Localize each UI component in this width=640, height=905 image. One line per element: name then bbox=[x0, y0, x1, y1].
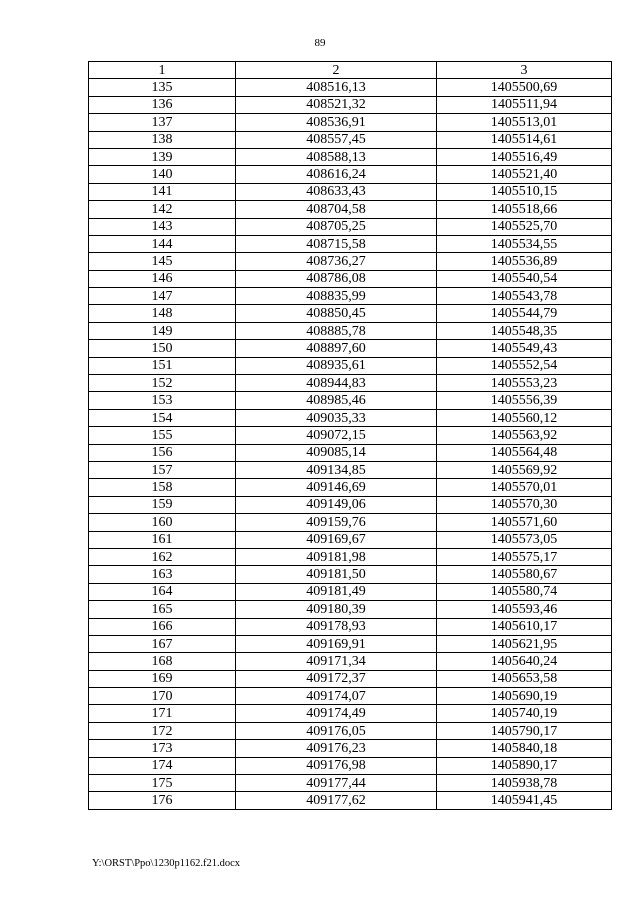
table-row bbox=[89, 183, 612, 200]
coordinate-y-cell: 1405525,70 bbox=[437, 218, 612, 235]
table-row bbox=[89, 601, 612, 618]
table-body bbox=[89, 79, 612, 809]
coordinate-x-cell: 409176,98 bbox=[236, 757, 437, 774]
coordinate-y-cell: 1405575,17 bbox=[437, 548, 612, 565]
point-number-cell: 173 bbox=[89, 740, 236, 757]
point-number-cell: 169 bbox=[89, 670, 236, 687]
coordinate-x-cell: 408588,13 bbox=[236, 148, 437, 165]
table-row bbox=[89, 253, 612, 270]
point-number-cell: 167 bbox=[89, 635, 236, 652]
coordinate-y-cell: 1405653,58 bbox=[437, 670, 612, 687]
coordinate-y-cell: 1405938,78 bbox=[437, 775, 612, 792]
coordinate-y-cell: 1405740,19 bbox=[437, 705, 612, 722]
table-row bbox=[89, 722, 612, 739]
table-row bbox=[89, 218, 612, 235]
table-row bbox=[89, 705, 612, 722]
coordinate-y-cell: 1405941,45 bbox=[437, 792, 612, 809]
coordinate-y-cell: 1405534,55 bbox=[437, 235, 612, 252]
coordinate-x-cell: 409176,23 bbox=[236, 740, 437, 757]
point-number-cell: 176 bbox=[89, 792, 236, 809]
table-row bbox=[89, 496, 612, 513]
coordinate-x-cell: 408736,27 bbox=[236, 253, 437, 270]
point-number-cell: 174 bbox=[89, 757, 236, 774]
coordinate-x-cell: 408850,45 bbox=[236, 305, 437, 322]
coordinate-y-cell: 1405564,48 bbox=[437, 444, 612, 461]
point-number-cell: 172 bbox=[89, 722, 236, 739]
point-number-cell: 160 bbox=[89, 514, 236, 531]
coordinate-x-cell: 409181,50 bbox=[236, 566, 437, 583]
table-row bbox=[89, 96, 612, 113]
coordinate-x-cell: 409177,62 bbox=[236, 792, 437, 809]
point-number-cell: 163 bbox=[89, 566, 236, 583]
point-number-cell: 149 bbox=[89, 322, 236, 339]
coordinate-x-cell: 409181,49 bbox=[236, 583, 437, 600]
point-number-cell: 166 bbox=[89, 618, 236, 635]
coordinate-y-cell: 1405510,15 bbox=[437, 183, 612, 200]
table-row bbox=[89, 653, 612, 670]
coordinate-y-cell: 1405563,92 bbox=[437, 427, 612, 444]
table-row bbox=[89, 79, 612, 96]
coordinate-y-cell: 1405580,67 bbox=[437, 566, 612, 583]
point-number-cell: 138 bbox=[89, 131, 236, 148]
coordinate-x-cell: 409169,91 bbox=[236, 635, 437, 652]
column-header-1: 1 bbox=[89, 62, 236, 79]
coordinate-x-cell: 409174,07 bbox=[236, 688, 437, 705]
point-number-cell: 150 bbox=[89, 340, 236, 357]
table-row bbox=[89, 583, 612, 600]
coordinate-x-cell: 408616,24 bbox=[236, 166, 437, 183]
table-row bbox=[89, 670, 612, 687]
coordinate-x-cell: 408521,32 bbox=[236, 96, 437, 113]
point-number-cell: 144 bbox=[89, 235, 236, 252]
coordinate-x-cell: 409146,69 bbox=[236, 479, 437, 496]
table-row bbox=[89, 548, 612, 565]
table-row bbox=[89, 148, 612, 165]
coordinate-y-cell: 1405690,19 bbox=[437, 688, 612, 705]
coordinate-y-cell: 1405790,17 bbox=[437, 722, 612, 739]
point-number-cell: 137 bbox=[89, 114, 236, 131]
coordinate-x-cell: 409149,06 bbox=[236, 496, 437, 513]
coordinate-y-cell: 1405571,60 bbox=[437, 514, 612, 531]
coordinate-y-cell: 1405548,35 bbox=[437, 322, 612, 339]
table-row bbox=[89, 409, 612, 426]
coordinate-y-cell: 1405560,12 bbox=[437, 409, 612, 426]
coordinate-x-cell: 409171,34 bbox=[236, 653, 437, 670]
table-row bbox=[89, 618, 612, 635]
coordinate-x-cell: 408715,58 bbox=[236, 235, 437, 252]
coordinate-x-cell: 408633,43 bbox=[236, 183, 437, 200]
coordinate-y-cell: 1405570,30 bbox=[437, 496, 612, 513]
coordinate-y-cell: 1405840,18 bbox=[437, 740, 612, 757]
page-number: 89 bbox=[314, 37, 326, 49]
table-row bbox=[89, 166, 612, 183]
table-header-row bbox=[89, 62, 612, 79]
table-row bbox=[89, 688, 612, 705]
coordinate-x-cell: 409176,05 bbox=[236, 722, 437, 739]
table-row bbox=[89, 635, 612, 652]
point-number-cell: 141 bbox=[89, 183, 236, 200]
point-number-cell: 156 bbox=[89, 444, 236, 461]
point-number-cell: 155 bbox=[89, 427, 236, 444]
coordinate-x-cell: 409174,49 bbox=[236, 705, 437, 722]
coordinate-x-cell: 408557,45 bbox=[236, 131, 437, 148]
point-number-cell: 136 bbox=[89, 96, 236, 113]
coordinate-x-cell: 408885,78 bbox=[236, 322, 437, 339]
coordinate-x-cell: 408705,25 bbox=[236, 218, 437, 235]
coordinate-x-cell: 409181,98 bbox=[236, 548, 437, 565]
table-row bbox=[89, 357, 612, 374]
table-row bbox=[89, 305, 612, 322]
coordinate-y-cell: 1405573,05 bbox=[437, 531, 612, 548]
table-row bbox=[89, 757, 612, 774]
coordinate-y-cell: 1405556,39 bbox=[437, 392, 612, 409]
coordinates-table bbox=[88, 61, 612, 810]
coordinate-y-cell: 1405500,69 bbox=[437, 79, 612, 96]
point-number-cell: 142 bbox=[89, 201, 236, 218]
table-row bbox=[89, 201, 612, 218]
table-row bbox=[89, 375, 612, 392]
coordinate-x-cell: 409159,76 bbox=[236, 514, 437, 531]
table-row bbox=[89, 392, 612, 409]
coordinate-y-cell: 1405610,17 bbox=[437, 618, 612, 635]
coordinate-y-cell: 1405521,40 bbox=[437, 166, 612, 183]
point-number-cell: 165 bbox=[89, 601, 236, 618]
coordinate-x-cell: 408835,99 bbox=[236, 288, 437, 305]
coordinate-y-cell: 1405890,17 bbox=[437, 757, 612, 774]
point-number-cell: 145 bbox=[89, 253, 236, 270]
coordinate-y-cell: 1405621,95 bbox=[437, 635, 612, 652]
coordinate-x-cell: 409180,39 bbox=[236, 601, 437, 618]
point-number-cell: 135 bbox=[89, 79, 236, 96]
point-number-cell: 164 bbox=[89, 583, 236, 600]
point-number-cell: 140 bbox=[89, 166, 236, 183]
table-row bbox=[89, 270, 612, 287]
point-number-cell: 147 bbox=[89, 288, 236, 305]
coordinate-x-cell: 409072,15 bbox=[236, 427, 437, 444]
coordinate-x-cell: 409172,37 bbox=[236, 670, 437, 687]
table-row bbox=[89, 340, 612, 357]
coordinate-x-cell: 409134,85 bbox=[236, 461, 437, 478]
table-row bbox=[89, 288, 612, 305]
table-row bbox=[89, 427, 612, 444]
coordinate-y-cell: 1405593,46 bbox=[437, 601, 612, 618]
coordinate-x-cell: 408516,13 bbox=[236, 79, 437, 96]
point-number-cell: 151 bbox=[89, 357, 236, 374]
point-number-cell: 148 bbox=[89, 305, 236, 322]
table-row bbox=[89, 131, 612, 148]
point-number-cell: 153 bbox=[89, 392, 236, 409]
column-header-2: 2 bbox=[236, 62, 437, 79]
column-header-3: 3 bbox=[437, 62, 612, 79]
coordinate-y-cell: 1405516,49 bbox=[437, 148, 612, 165]
table-row bbox=[89, 444, 612, 461]
coordinate-y-cell: 1405553,23 bbox=[437, 375, 612, 392]
coordinate-x-cell: 408935,61 bbox=[236, 357, 437, 374]
coordinate-y-cell: 1405514,61 bbox=[437, 131, 612, 148]
coordinate-x-cell: 409178,93 bbox=[236, 618, 437, 635]
point-number-cell: 143 bbox=[89, 218, 236, 235]
coordinate-x-cell: 409177,44 bbox=[236, 775, 437, 792]
coordinate-y-cell: 1405513,01 bbox=[437, 114, 612, 131]
point-number-cell: 158 bbox=[89, 479, 236, 496]
file-path-footer: Y:\ORST\Ppo\1230p1162.f21.docx bbox=[92, 858, 240, 869]
point-number-cell: 146 bbox=[89, 270, 236, 287]
coordinate-y-cell: 1405540,54 bbox=[437, 270, 612, 287]
table-row bbox=[89, 531, 612, 548]
point-number-cell: 162 bbox=[89, 548, 236, 565]
point-number-cell: 139 bbox=[89, 148, 236, 165]
coordinate-x-cell: 408536,91 bbox=[236, 114, 437, 131]
table-row bbox=[89, 775, 612, 792]
table-row bbox=[89, 566, 612, 583]
point-number-cell: 161 bbox=[89, 531, 236, 548]
point-number-cell: 168 bbox=[89, 653, 236, 670]
point-number-cell: 171 bbox=[89, 705, 236, 722]
table-row bbox=[89, 792, 612, 809]
coordinate-x-cell: 408786,08 bbox=[236, 270, 437, 287]
coordinate-x-cell: 408897,60 bbox=[236, 340, 437, 357]
coordinate-x-cell: 408944,83 bbox=[236, 375, 437, 392]
coordinate-y-cell: 1405536,89 bbox=[437, 253, 612, 270]
point-number-cell: 170 bbox=[89, 688, 236, 705]
table-row bbox=[89, 514, 612, 531]
table-row bbox=[89, 114, 612, 131]
coordinate-y-cell: 1405511,94 bbox=[437, 96, 612, 113]
coordinate-y-cell: 1405518,66 bbox=[437, 201, 612, 218]
point-number-cell: 175 bbox=[89, 775, 236, 792]
table-row bbox=[89, 322, 612, 339]
table-row bbox=[89, 479, 612, 496]
coordinate-y-cell: 1405580,74 bbox=[437, 583, 612, 600]
coordinate-y-cell: 1405570,01 bbox=[437, 479, 612, 496]
table-row bbox=[89, 740, 612, 757]
coordinate-x-cell: 409035,33 bbox=[236, 409, 437, 426]
table-row bbox=[89, 235, 612, 252]
point-number-cell: 159 bbox=[89, 496, 236, 513]
coordinate-y-cell: 1405544,79 bbox=[437, 305, 612, 322]
coordinate-y-cell: 1405552,54 bbox=[437, 357, 612, 374]
coordinate-x-cell: 408704,58 bbox=[236, 201, 437, 218]
coordinate-x-cell: 409085,14 bbox=[236, 444, 437, 461]
coordinate-x-cell: 409169,67 bbox=[236, 531, 437, 548]
table-row bbox=[89, 461, 612, 478]
point-number-cell: 154 bbox=[89, 409, 236, 426]
coordinate-y-cell: 1405543,78 bbox=[437, 288, 612, 305]
coordinate-y-cell: 1405640,24 bbox=[437, 653, 612, 670]
point-number-cell: 152 bbox=[89, 375, 236, 392]
coordinate-y-cell: 1405569,92 bbox=[437, 461, 612, 478]
coordinate-y-cell: 1405549,43 bbox=[437, 340, 612, 357]
point-number-cell: 157 bbox=[89, 461, 236, 478]
coordinate-x-cell: 408985,46 bbox=[236, 392, 437, 409]
